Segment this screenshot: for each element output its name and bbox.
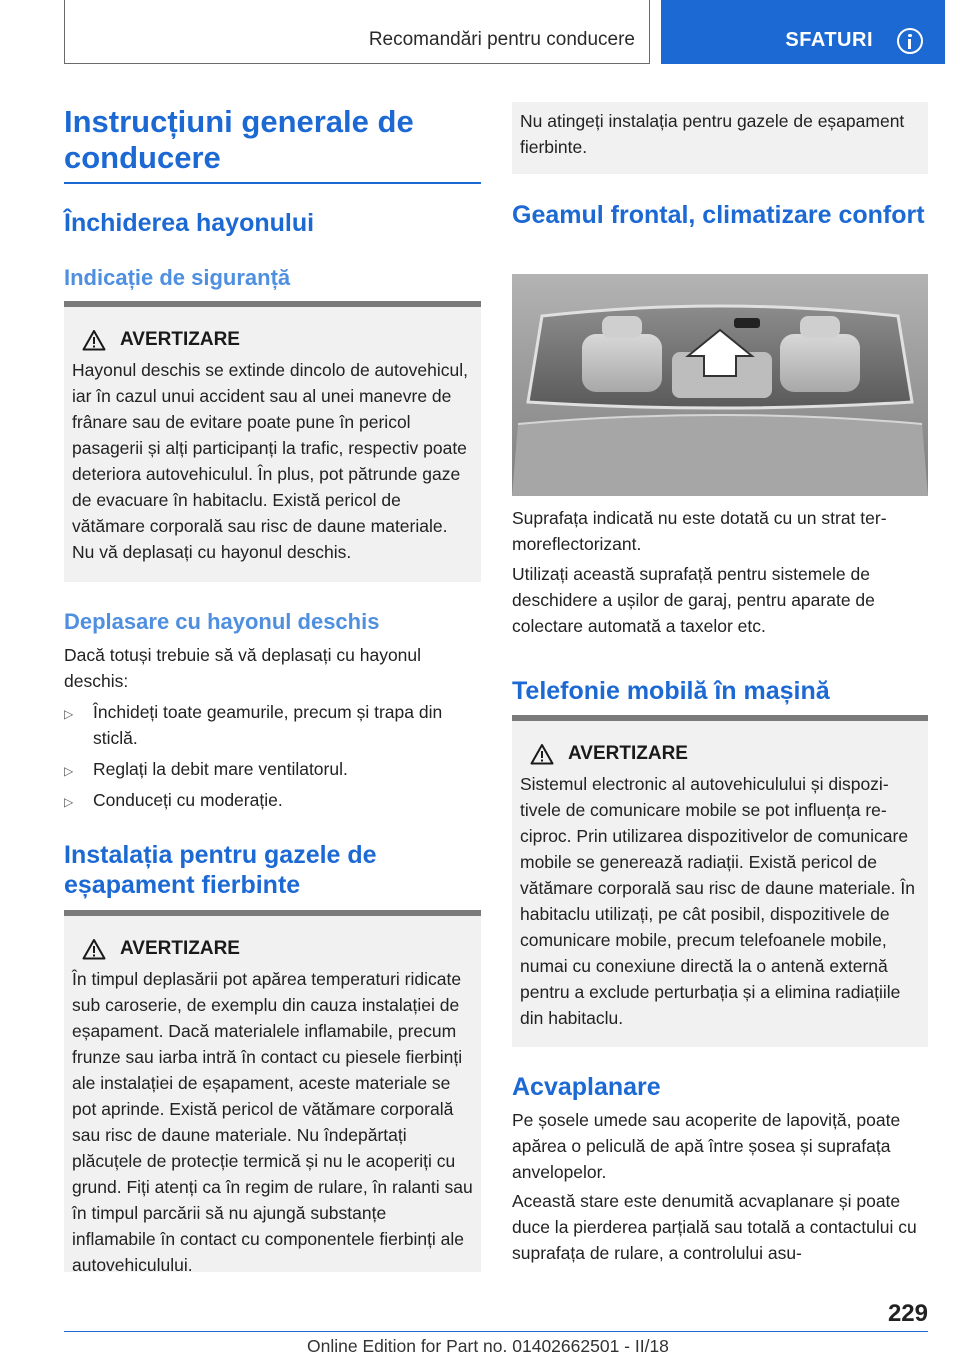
header-tab-sfaturi[interactable] bbox=[661, 0, 945, 64]
warning-box-exhaust bbox=[64, 910, 481, 1275]
list-item bbox=[64, 788, 481, 816]
list-item bbox=[64, 700, 481, 752]
header-section-box bbox=[64, 0, 650, 64]
warning-triangle-icon bbox=[530, 743, 554, 765]
warning-box-hatch bbox=[64, 301, 481, 582]
windshield-paragraph-1: Suprafața indicată nu este dotată cu un strat termoreflectorizant. bbox=[512, 508, 887, 554]
list-item-text: Reglați la debit mare ventilatorul. bbox=[93, 759, 348, 779]
aquaplaning-paragraph-2: Această stare este denumită acvaplanare și poate duce la pierderea parțială sau totală a contactului cu suprafața de rulare, a controlului asu- bbox=[512, 1191, 917, 1263]
footer-rule bbox=[64, 1331, 928, 1332]
warning-text: Sistemul electronic al autovehiculului și dispozitivele de comunicare mobile se pot influența reciproc. Prin utilizarea dispozitivelor de comunicare mobile se generează radiații. Există pericol de vătămare corporală sau risc de daune materiale. În habitaclu utilizați, pe cât posibil, dispozitivele de comunicare mobile, precum telefoanele mobile, numai cu conexiune directă la o antenă externă pentru a exclude perturbația și a elimina radiațiile din habitaclu. bbox=[520, 774, 915, 1028]
page-title: Instrucțiuni generale de conducere bbox=[64, 104, 414, 175]
warning-label: AVERTIZARE bbox=[120, 938, 240, 959]
list-item-text: Conduceți cu moderație. bbox=[93, 790, 283, 810]
list-item bbox=[64, 757, 481, 785]
windshield-illustration bbox=[512, 274, 928, 496]
driving-open-hatch-text: Dacă totuși trebuie să vă deplasați cu hayonul deschis: bbox=[64, 645, 422, 691]
section-title-hatch-closing: Închiderea hayonului bbox=[64, 209, 315, 237]
warning-triangle-icon bbox=[82, 329, 106, 351]
rear-window-illustration bbox=[512, 274, 928, 496]
bullet-triangle-icon: ▷ bbox=[64, 795, 74, 809]
header-section-title: Recomandări pentru conducere bbox=[368, 29, 635, 50]
exhaust-system-title: Instalația pentru gazele de eșapament fierbinte bbox=[64, 841, 377, 899]
info-icon[interactable] bbox=[897, 28, 923, 54]
warning-label: AVERTIZARE bbox=[568, 743, 688, 764]
windshield-paragraph-2: Utilizați această suprafață pentru sistemele de deschidere a ușilor de garaj, pentru aparate de colectare automată a taxelor etc. bbox=[512, 564, 875, 636]
warning-label: AVERTIZARE bbox=[120, 329, 240, 350]
warning-heading bbox=[82, 327, 473, 353]
warning-heading bbox=[82, 936, 473, 962]
warning-triangle-icon bbox=[82, 938, 106, 960]
bullet-triangle-icon: ▷ bbox=[64, 707, 74, 721]
exhaust-note-box: Nu atingeți instalația pentru gazele de eșapament fierbinte. bbox=[512, 102, 928, 174]
page-number: 229 bbox=[887, 1300, 928, 1327]
safety-note-title: Indicație de siguranță bbox=[64, 265, 291, 290]
list-item-text: Închideți toate geamurile, precum și trapa din sticlă. bbox=[93, 702, 443, 748]
header-tab-label: SFATURI bbox=[785, 29, 873, 51]
warning-text: În timpul deplasării pot apărea temperaturi ridicate sub caroserie, de exemplu din cauza instalației de eșapament. Dacă materialele inflamabile, precum frunze sau iarba intră în contact cu piesele fierbinți ale instalației de eșapament, aceste materiale se pot aprinde. Există pericol de vătămare corporală sau risc de daune materiale. Nu îndepărtați plăcuțele de protecție termică și nu le acoperiți cu grund. Fiți atenți ca în regim de rulare, în ralanti sau în timpul parcării să nu ajungă substanțe inflamabile în contact cu componentele fierbinți ale autovehiculului. bbox=[72, 969, 473, 1275]
warning-box-mobile bbox=[512, 715, 928, 1047]
aquaplaning-paragraph-1: Pe șosele umede sau acoperite de lapoviță, poate apărea o peliculă de apă între șosea și suprafața anvelopelor. bbox=[512, 1110, 901, 1182]
driving-open-hatch-title: Deplasare cu hayonul deschis bbox=[64, 609, 380, 634]
mobile-phone-title: Telefonie mobilă în mașină bbox=[512, 677, 830, 705]
title-rule bbox=[64, 182, 481, 184]
windshield-title: Geamul frontal, climatizare confort bbox=[512, 201, 925, 229]
footer-edition-text: Online Edition for Part no. 01402662501 - II/18 bbox=[307, 1336, 669, 1356]
warning-text: Hayonul deschis se extinde dincolo de autovehicul, iar în cazul unui accident sau al unei manevre de frânare sau de evitare poate pune în pericol pasagerii și alți participanți la trafic, respectiv poate deteriora autovehiculul. În plus, pot pătrunde gaze de evacuare în habitaclu. Există pericol de vătămare corporală sau risc de daune materiale. Nu vă deplasați cu hayonul deschis. bbox=[72, 360, 468, 562]
warning-heading bbox=[530, 741, 920, 767]
aquaplaning-title: Acvaplanare bbox=[512, 1073, 661, 1101]
bullet-triangle-icon: ▷ bbox=[64, 764, 74, 778]
